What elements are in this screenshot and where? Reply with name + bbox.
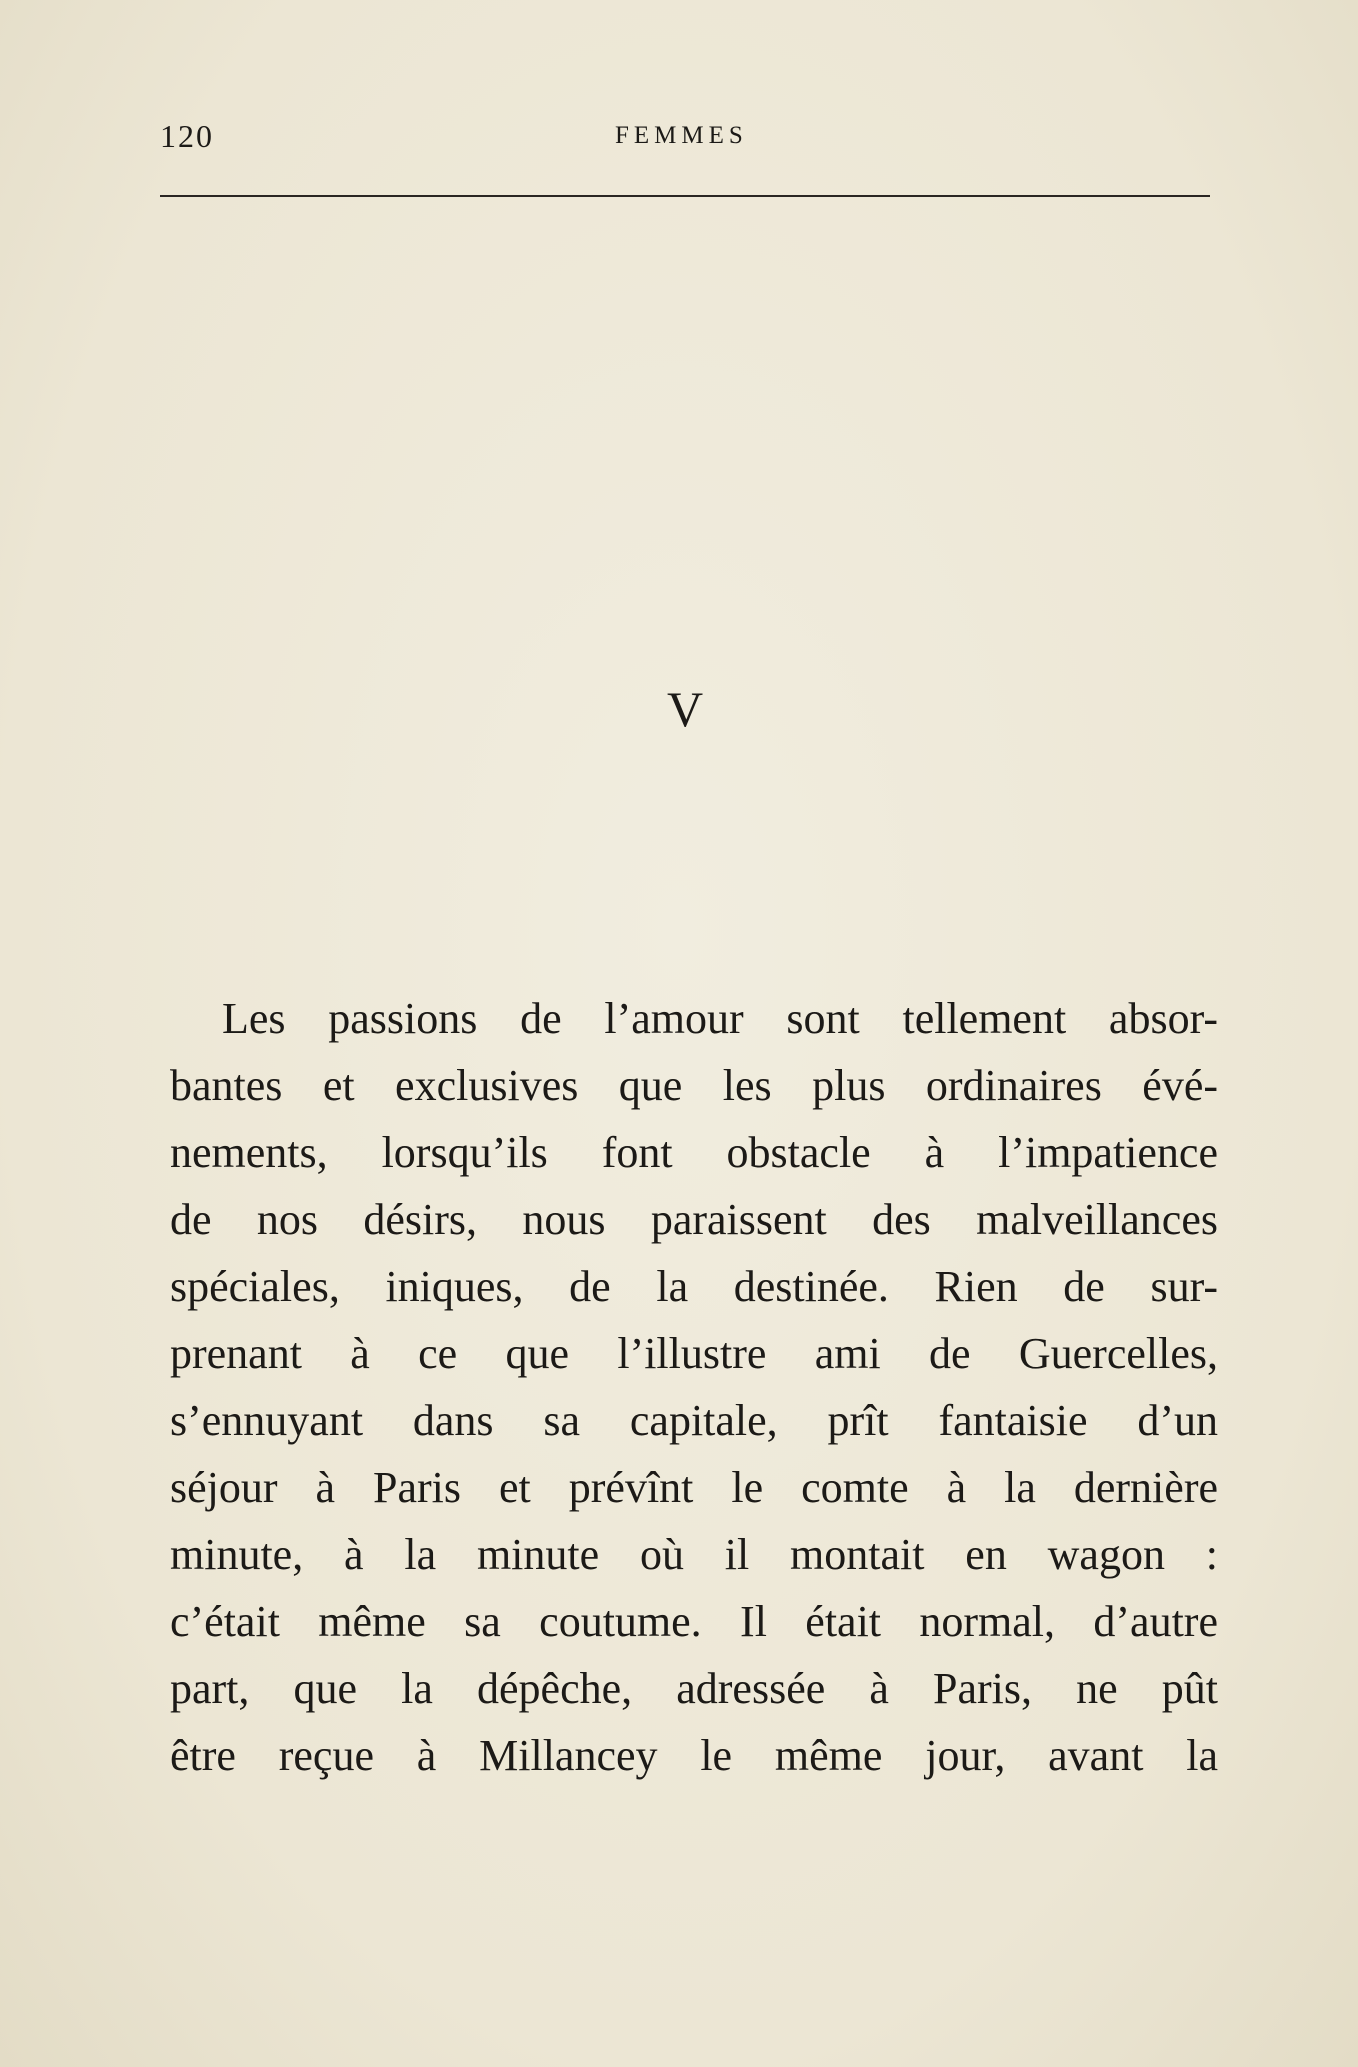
- text-line: séjour à Paris et prévînt le comte à la dernière: [170, 1463, 1218, 1512]
- text-line: nements, lorsqu’ils font obstacle à l’impatience: [170, 1128, 1218, 1177]
- text-line: de nos désirs, nous paraissent des malveillances: [170, 1195, 1218, 1244]
- header-divider: [160, 195, 1210, 197]
- text-line: Les passions de l’amour sont tellement absor-: [222, 994, 1218, 1043]
- text-line: bantes et exclusives que les plus ordinaires évé-: [170, 1061, 1218, 1110]
- text-line: s’ennuyant dans sa capitale, prît fantaisie d’un: [170, 1396, 1218, 1445]
- page-header: [160, 118, 1210, 168]
- chapter-number: V: [666, 681, 704, 737]
- text-line: minute, à la minute où il montait en wagon :: [170, 1530, 1218, 1579]
- text-line: spéciales, iniques, de la destinée. Rien de sur-: [170, 1262, 1218, 1311]
- body-paragraph: [170, 985, 1218, 1789]
- page-number: 120: [160, 118, 214, 154]
- text-line: être reçue à Millancey le même jour, avant la: [170, 1731, 1218, 1780]
- text-line: c’était même sa coutume. Il était normal, d’autre: [170, 1597, 1218, 1646]
- running-title: FEMMES: [615, 122, 748, 149]
- text-line: prenant à ce que l’illustre ami de Guercelles,: [170, 1329, 1218, 1378]
- text-line: part, que la dépêche, adressée à Paris, ne pût: [170, 1664, 1218, 1713]
